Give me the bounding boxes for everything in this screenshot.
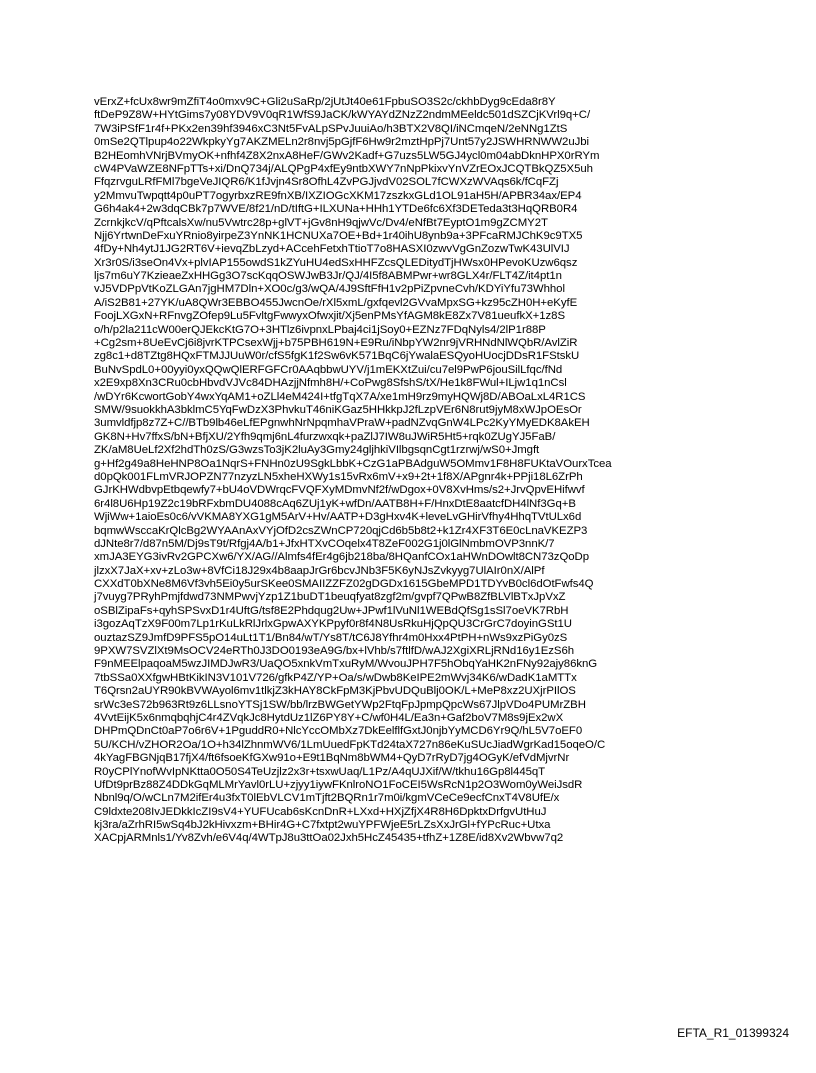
text-line: R0yCPlYnofWvIpNKtta0O50S4TeUzjlz2x3r+tsxwUaq/L1Pz/A4qUJXif/W/tkhu16Gp8l445qT	[94, 765, 546, 778]
text-line: G6h4ak4+2w3dqCBk7p7WVE/8f21/nD/tIftG+ILXUNa+HHh1YTDe6fc6Xf3DETeda3t3HqQRB0R4	[94, 203, 578, 216]
text-line: i3gozAqTzX9F00m7Lp1rKuLkRlJrlxGpwAXYKPpyf0r8f4N8UsRkuHjQpQU3CrGrC7doyinGSt1U	[94, 618, 572, 631]
text-line: +Cg2sm+8UeEvCj6i8jvrKTPCsexWjj+b75PBH619N+E9Ru/iNbpYW2nr9jVRHNdNlWQbR/AvlZiR	[94, 337, 578, 350]
text-line: 4kYagFBGNjqB17fjX4/ft6fsoeKfGXw91o+E9t1BqNm8bWM4+QyD7rRyD7jg4OGyK/efVdMjvrNr	[94, 752, 570, 765]
text-line: ZcrnkjkcV/qPftcalsXw/nu5Vwtrc28p+glVT+jGv8nH9qjwVc/Dv4/eNfBt7EyptO1m9gZCMY2T	[94, 216, 548, 229]
text-line: GK8N+Hv7ffxS/bN+BfjXU/2Yfh9qmj6nL4furzwxqk+paZlJ7IW8uJWiR5Ht5+rqk0ZUgYJ5FaB/	[94, 430, 556, 443]
text-line: oSBlZipaFs+qyhSPSvxD1r4UftG/tsf8E2Phdqug2Uw+JPwf1lVuNl1WEBdQfSg1sSl7oeVK7RbH	[94, 604, 569, 617]
text-line: T6Qrsn2aUYR90kBVWAyol6mv1tlkjZ3kHAY8CkFpM3KjPbvUDQuBlj0OK/L+MeP8xz2UXjrPIlOS	[94, 685, 576, 698]
text-line: ouztazSZ9JmfD9PFS5pO14uLt1T1/Bn84/wT/Ys8T/tC6J8Yfhr4m0Hxx4PtPH+nWs9xzPiGy0zS	[94, 631, 568, 644]
text-line: g+Hf2g49a8HeHNP8Oa1NqrS+FNHn0zU9SgkLbbK+CzG1aPBAdguW5OMmv1F8H8FUKtaVOurxTcea	[94, 457, 612, 470]
text-line: y2MmvuTwpqtt4p0uPT7ogyrbxzRE9fnXB/IXZIOGcXKM17zszkxGLd1OL91aH5H/APBR34ax/EP4	[94, 189, 582, 202]
text-line: BuNvSpdL0+00yyi0yxQQwQlERFGFCr0AAqbbwUYV/j1mEKXtZui/cu7el9PwP6jouSilLfqc/fNd	[94, 363, 563, 376]
text-line: bqmwWsccaKrQlcBg2WYAAnAxVYjOfD2csZWnCP720qjCd6b5b8t2+k1Zr4XF3T6E0cLnaVKEZP3	[94, 524, 588, 537]
text-line: 5U/KCH/vZHOR2Oa/1O+h34lZhnmWV6/1LmUuedFpKTd24taX727n86eKuSUcJiadWgrKad15oqeO/C	[94, 738, 606, 751]
text-line: 9PXW7SVZlXt9MsOCV24eRTh0J3DO0193eA9G/bx+lVhb/s7ftlfD/wAJ2XgiXRLjRNd16y1EzS6h	[94, 645, 575, 658]
text-line: C9ldxte208IvJEDkkIcZI9sV4+YUFUcab6sKcnDnR+LXxd+HXjZfjX4R8H6DpktxDrfgvUtHuJ	[94, 805, 547, 818]
text-line: vErxZ+fcUx8wr9mZfiT4o0mxv9C+Gli2uSaRp/2jUtJt40e61FpbuSO3S2c/ckhbDyg9cEda8r8Y	[94, 96, 556, 108]
text-line: srWc3eS72b963Rt9z6LLsnoYTSj1SW/bb/lrzBWGetYWp2FtqFpJpmpQpcWs67JlpVDo4PUMrZBH	[94, 698, 586, 711]
text-line: 7W3iPSfF1r4f+PKx2en39hf3946xC3Nt5FvALpSPvJuuiAo/h3BTX2V8QI/iNCmqeN/2eNNg1ZtS	[94, 122, 568, 135]
text-line: vJ5VDPpVtKoZLGAn7jgHM7Dln+XO0c/g3/wQA/4J9SftFfH1v2pPiZpvneCvh/KDYiYfu73Whhol	[94, 283, 565, 296]
text-line: 7tbSSa0XXfgwHBtKikIN3V101V726/gfkP4Z/YP+Oa/s/wDwb8KeIPE2mWvj34K6/wDadK1aMTTx	[94, 671, 577, 684]
text-line: Xr3r0S/i3seOn4Vx+plvIAP155owdS1kZYuHU4edSxHHFZcsQLEDitydTjHWsx0HPevoKUzw6qsz	[94, 256, 578, 269]
text-line: WjiWw+1aioEs0c6/vVKMA8YXG1gM5ArV+Hv/AATP+D3gHxv4K+leveLvGHirVfhy4HhqTVtULx6d	[94, 511, 582, 524]
text-line: Nbnl9q/O/wCLn7M2ifEr4u3fxT0lEbVLCV1mTjft2BQRn1r7m0i/kgmVCeCe9ecfCnxT4V8UfE/x	[94, 792, 560, 805]
text-line: 6r4l8U6Hp19Z2c19bRFxbmDU4088cAq6ZUj1yK+wfDn/AATB8H+F/HnxDtE8aatcfDH4lNf3Gq+B	[94, 497, 576, 510]
text-line: DHPmQDnCt0aP7o6r6V+1PguddR0+NlcYccOMbXz7DkEelflfGxtJ0njbYyMCD6Yr9Q/hL5V7oEF0	[94, 725, 583, 738]
text-line: xmJA3EYG3ivRv2GPCXw6/YX/AG//Almfs4fEr4g6jb218ba/8HQanfCOx1aHWnDOwlt8CN73zQoDp	[94, 551, 589, 564]
text-line: FfqzrvguLRfFMl7bgeVeJIQR6/K1fJvjn4Sr8OfhL4ZvPGJjvdV02SOL7fCWXzWVAqs6k/fCqFZj	[94, 176, 559, 189]
encoded-text-block	[94, 96, 794, 846]
text-line: jlzxX7JaX+xv+zLo3w+8VfCi18J29x4b8aapJrGr6bcvJNb3F5K6yNJsZvkyyg7UlAIr0nX/AlPf	[94, 564, 545, 577]
text-line: 0mSe2QTlpup4o22WkpkyYg7AKZMELn2r8nvj5pGjfF6Hw9r2mztHpPj7Unt57y2JSWHRNWW2uJbi	[94, 136, 590, 149]
text-line: d0pQk001FLmVRJOPZN77nzyzLN5xheHXWy1s15vRx6mV+x9+2t+1f8X/APgnr4k+PPji18L6ZrPh	[94, 470, 583, 483]
text-line: 3umvldfjp8z7Z+C//BTb9lb46eLfEPgnwhNrNpqmhaVPraW+padNZvqGnW4LPc2KyYMyEDK8AkEH	[94, 417, 590, 430]
text-line: 4fDy+Nh4ytJ1JG2RT6V+ievqZbLzyd+ACcehFetxhTtioT7o8HASXI0zwvVgGnZozwTwK43UlVIJ	[94, 243, 570, 256]
text-line: /wDYr6KcwortGobY4wxYqAM1+oZLl4eM424I+tfgTqX7A/xe1mH9rz9myHQWj8D/ABOaLxL4R1CS	[94, 390, 586, 403]
text-line: kj3ra/aZrhRI5wSq4bJ2kHivxzm+BHir4G+C7fxtpt2wuYPFWjeE5rLZsXxJrGl+fYPcRuc+Utxa	[94, 819, 551, 832]
text-line: UfDt9prBz88Z4DDkGqMLMrYavl0rLU+zjyy1iywFKnlroNO1FoCEI5WsRcN1p2O3Wom0yWeiJsdR	[94, 778, 583, 791]
document-id: EFTA_R1_01399324	[677, 1026, 789, 1040]
text-line: 4VvtEijK5x6nmqbqhjC4r4ZVqkJc8HytdUz1lZ6PY8Y+C/wf0H4L/Ea3n+Gaf2boV7M8s9jEx2wX	[94, 711, 564, 724]
text-line: x2E9xp8Xn3CRu0cbHbvdVJVc84DHAzjjNfmh8H/+CoPwg8SfshS/tX/He1k8FWul+ILjw1q1nCsl	[94, 377, 567, 390]
text-line: SMW/9suokkhA3bklmC5YqFwDzX3PhvkuT46niKGaz5HHkkpJ2fLzpVEr6N8rut9jyM8xWJpOEsOr	[94, 403, 582, 416]
text-line: B2HEomhVNrjBVmyOK+nfhf4Z8X2nxA8HeF/GWv2Kadf+G7uzs5LW5GJ4ycl0m04abDknHPX0rRYm	[94, 149, 600, 162]
text-line: o/h/p2la211cW00erQJEkcKtG7O+3HTlz6ivpnxLPbaj4ci1jSoy0+EZNz7FDqNyls4/2lP1r88P	[94, 323, 546, 336]
text-line: ZK/aM8UeLf2Xf2hdTh0zS/G3wzsTo3jK2luAy3Gmy24gljhkiVIlbgsqnCgt1rzrwj/wS0+Jmgft	[94, 444, 540, 457]
text-line: Njj6YrtwnDeFxuYRnio8yirpeZ3YnNK1HCNUXa7OE+Bd+1r40ihU8ynb9a+3PFcaRMJChK9c9TX5	[94, 229, 583, 242]
text-line: A/iS2B81+27YK/uA8QWr3EBBO455JwcnOe/rXl5xmL/gxfqevl2GVvaMpxSG+kz95cZH0H+eKyfE	[94, 296, 578, 309]
text-line: F9nMEElpaqoaM5wzJIMDJwR3/UaQO5xnkVmTxuRyM/WvouJPH7F5hObqYaHK2nFNy92ajy86knG	[94, 658, 598, 671]
text-line: j7vuyg7PRyhPmjfdwd73NMPwvjYzp1Z1buDT1beuqfyat8zgf2m/gvpf7QPwB8ZfBLVlBTxJpVxZ	[94, 591, 566, 604]
text-line: cW4PVaWZE8NFpTTs+xi/DnQ734j/ALQPgP4xfEy9ntbXWY7nNpPkixvYnVZrEOxJCQTBkQZ5X5uh	[94, 162, 593, 175]
text-line: dJNte8r7/d87n5M/Dj9sT9t/Rfgj4A/b1+JfxHTXvCOqelx4T8ZeF002G1j0lGlNmbmOVP3nnK/7	[94, 537, 555, 550]
text-line: XACpjARMnls1/Yv8Zvh/e6V4q/4WTpJ8u3ttOa02Jxh5HcZ45435+tfhZ+1Z8E/id8Xv2Wbvw7q2	[94, 832, 564, 845]
text-line: GJrKHWdbvpEtbqewfy7+bU4oVDWrqcFVQFXyMDmvNf2f/wDgox+0V8XvHms/s2+JrvQpvEHifwvf	[94, 484, 585, 497]
text-line: FoojLXGxN+RFnvgZOfep9Lu5FvltgFwwyxOfwxjit/Xj5enPMsYfAGM8kE8Zx7V81ueufkX+1z8S	[94, 310, 566, 323]
text-line: ljs7m6uY7KzieaeZxHHGg3O7scKqqOSWJwB3Jr/QJ/4I5f8ABMPwr+wr8GLX4r/FLT4Z/it4pt1n	[94, 270, 562, 283]
text-line: ftDeP9Z8W+HYtGims7y08YDV9V0qR1WfS9JaCK/kWYAYdZNzZ2ndmMEeldc501dSZCjKVrl9q+C/	[94, 109, 591, 122]
text-line: zg8c1+d8TZtg8HQxFTMJJUuW0r/cfS5fgK1f2Sw6vK571BqC6jYwalaESQyoHUocjDDsR1FStskU	[94, 350, 580, 363]
text-line: CXXdT0bXNe8M6Vf3vh5Ei0y5urSKee0SMAIIZZFZ02gDGDx1615GbeMPD1TDYvB0cl6dOtFwfs4Q	[94, 578, 594, 591]
